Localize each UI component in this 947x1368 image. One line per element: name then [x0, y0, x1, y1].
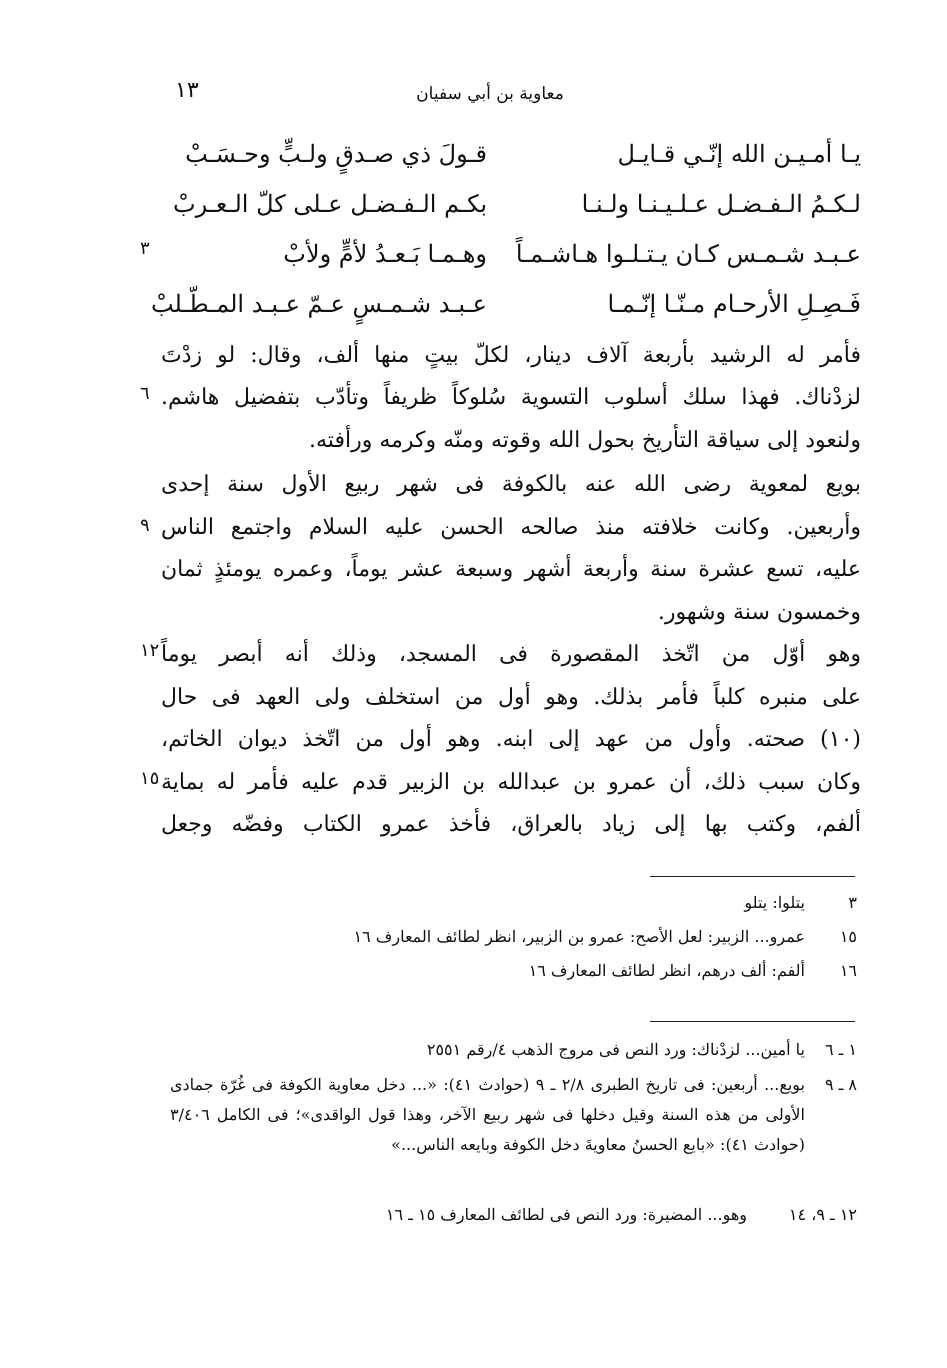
verse-3-first-hemistich: عـبـد شـمـس كـان يـتـلـوا هـاشـمـاً [515, 240, 861, 268]
prose-line: على منبره كلباً فأمر بذلك. وهو أول من استخلف ولى العهد فى حال [161, 685, 861, 710]
verse-1-first-hemistich: يـا أمـيـن الله إنّـي قـايـل [617, 140, 861, 168]
prose-line: لزدْناك. فهذا سلك أسلوب التسوية سُلوكاً ظريفاً وتأدّب بتفضيل هاشم. [161, 385, 861, 410]
prose-line: بويع لمعوية رضى الله عنه بالكوفة فى شهر ربيع الأول سنة إحدى [161, 472, 861, 497]
prose-line: ألفم، وكتب بها إلى زياد بالعراق، فأخذ عمرو الكتاب وفضّه وجعل [161, 812, 861, 837]
prose-line: عليه، تسع عشرة سنة وأربعة أشهر وسبعة عشر يوماً، وعمره يومئذٍ ثمان [161, 557, 861, 582]
page-number: ١٣ [175, 78, 199, 103]
verse-4-second-hemistich: عـبـد شـمـسٍ عـمّ عـبـد المـطّـلبْ [150, 290, 487, 318]
line-number-margin: ٦ [140, 383, 150, 404]
verse-2-second-hemistich: بكـم الـفـضـل عـلى كلّ الـعـربْ [172, 190, 487, 218]
prose-line: وخمسون سنة وشهور. [657, 600, 861, 625]
footnote-text: وهو... المضيرة: ورد النص فى لطائف المعارف ١٥ ـ ١٦ [385, 1205, 747, 1224]
prose-line: ولنعود إلى سياقة التأريخ بحول الله وقوته ومنّه وكرمه ورأفته. [309, 428, 861, 453]
footnote-text: يتلوا: يتلو [744, 893, 805, 912]
footnote-rule [650, 1021, 855, 1022]
footnote-text: ألفم: ألف درهم، انظر لطائف المعارف ١٦ [528, 961, 805, 980]
line-number-margin: ٣ [140, 238, 150, 259]
footnote-number: ٣ [848, 893, 857, 912]
line-number-margin: ٩ [140, 515, 150, 536]
prose-line: فأمر له الرشيد بأربعة آلاف دينار، لكلّ بيتٍ منها ألف، وقال: لو زدْتَ [161, 343, 861, 368]
verse-4-first-hemistich: فَـصِـلِ الأرحـام مـنّـا إنّـمـا [607, 290, 861, 318]
line-number-margin: ١٥ [140, 768, 160, 789]
running-header-title: معاوية بن أبي سفيان [416, 84, 564, 104]
verse-2-first-hemistich: لـكـمُ الـفـضـل عـلـيـنـا ولـنـا [581, 190, 861, 218]
footnote-number: ٨ ـ ٩ [824, 1075, 857, 1094]
line-number-margin: ١٢ [140, 640, 160, 661]
footnote-rule [650, 876, 855, 877]
prose-line: (١٠) صحته. وأول من عهد إلى ابنه. وهو أول من اتّخذ ديوان الخاتم، [161, 727, 861, 752]
prose-line: وكان سبب ذلك، أن عمرو بن عبدالله بن الزبير قدم عليه فأمر له بماية [161, 770, 861, 795]
verse-1-second-hemistich: قـولَ ذي صـدقٍ ولـبٍّ وحـسَـبْ [185, 140, 487, 168]
footnote-text: يا أمين... لزدْناك: ورد النص فى مروج الذهب ٤/رقم ٢٥٥١ [426, 1040, 805, 1059]
footnote-number: ١ ـ ٦ [824, 1040, 857, 1059]
footnote-text: عمرو... الزبير: لعل الأصح: عمرو بن الزبير، انظر لطائف المعارف ١٦ [353, 927, 805, 946]
verse-3-second-hemistich: وهـمـا بَـعـدُ لأمٍّ ولأبْ [283, 240, 487, 268]
footnote-text: بويع... أربعين: فى تاريخ الطبرى ٢/٨ ـ ٩ (حوادث ٤١): «... دخل معاوية الكوفة فى غُرّة جمادى الأولى من هذه السنة وقيل دخلها فى شهر ربيع الآخر، وهذا قول الواقدى»؛ فى الكامل ٣/٤٠٦ (حوادث ٤١): «بايع الحسنُ معاويةَ دخل الكوفة وبايعه الناس...» [170, 1075, 806, 1154]
footnote-number: ١٦ [839, 961, 857, 980]
prose-line: وأربعين. وكانت خلافته منذ صالحه الحسن عليه السلام واجتمع الناس [161, 515, 861, 540]
footnote-number: ١٢ ـ ٩، ١٤ [788, 1205, 857, 1224]
prose-line: وهو أوّل من اتّخذ المقصورة فى المسجد، وذلك أنه أبصر يوماً [161, 642, 861, 667]
footnote-number: ١٥ [839, 927, 857, 946]
